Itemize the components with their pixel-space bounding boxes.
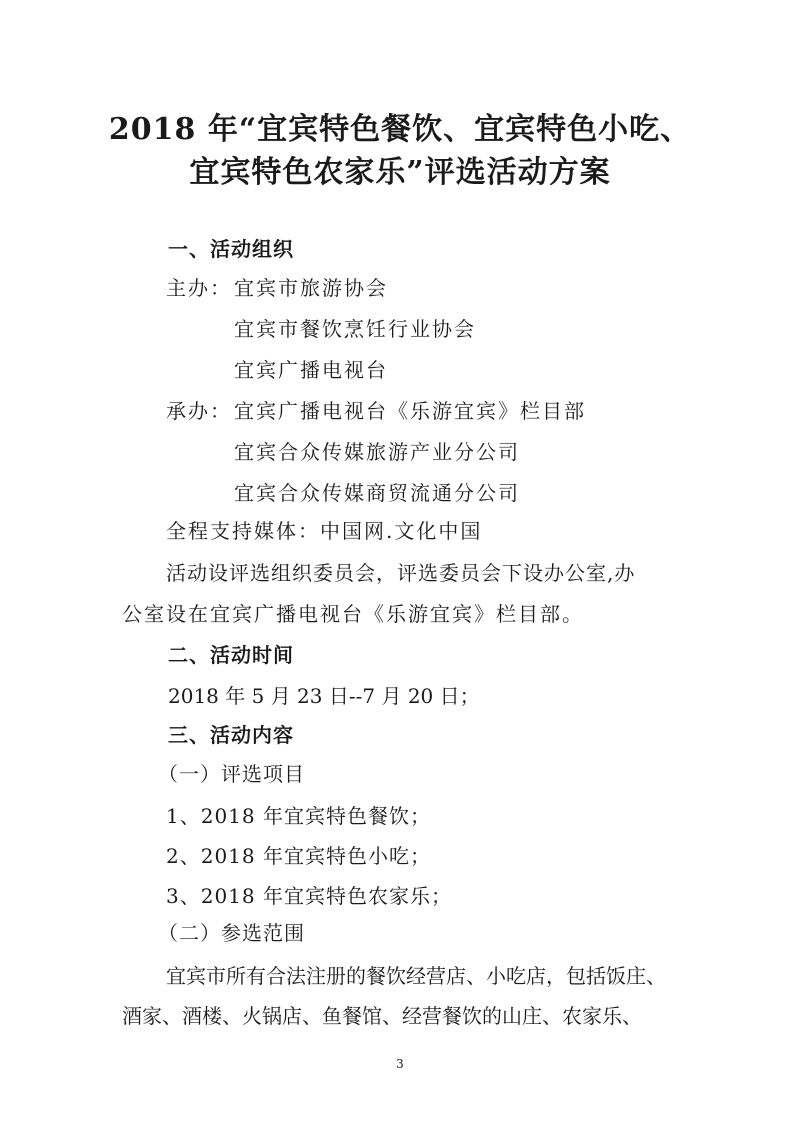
host-item: 宜宾市餐饮烹饪行业协会 <box>234 317 476 341</box>
organizer-label: 承办： <box>166 399 232 423</box>
scope-text-line-1: 宜宾市所有合法注册的餐饮经营店、小吃店，包括饭庄、 <box>166 964 666 988</box>
time-range-text: 2018 年 5 月 23 日--7 月 20 日； <box>168 684 480 708</box>
host-label: 主办： <box>166 276 232 300</box>
section-heading-organization: 一、活动组织 <box>168 237 294 261</box>
item-line: 2、2018 年宜宾特色小吃； <box>166 844 431 868</box>
section-heading-time: 二、活动时间 <box>168 643 294 667</box>
organizer-item: 宜宾合众传媒旅游产业分公司 <box>234 440 520 464</box>
subsection-heading-items: （一）评选项目 <box>158 762 305 786</box>
committee-text-line-1: 活动设评选组织委员会，评选委员会下设办公室,办 <box>166 561 636 585</box>
host-item: 宜宾广播电视台 <box>234 358 388 382</box>
organizer-item: 宜宾合众传媒商贸流通分公司 <box>234 481 520 505</box>
media-support-text: 全程支持媒体：中国网.文化中国 <box>166 519 483 543</box>
item-line: 3、2018 年宜宾特色农家乐； <box>166 884 452 908</box>
section-heading-content: 三、活动内容 <box>168 723 294 747</box>
scope-text-line-2: 酒家、酒楼、火锅店、鱼餐馆、经营餐饮的山庄、农家乐、 <box>122 1004 642 1028</box>
committee-text-line-2: 公室设在宜宾广播电视台《乐游宜宾》栏目部。 <box>122 602 584 626</box>
page-number: 3 <box>396 1057 404 1071</box>
document-title-line-2: 宜宾特色农家乐”评选活动方案 <box>189 155 611 190</box>
item-line: 1、2018 年宜宾特色餐饮； <box>166 804 431 828</box>
document-title-line-1: 2018 年“宜宾特色餐饮、宜宾特色小吃、 <box>108 112 692 147</box>
subsection-heading-scope: （二）参选范围 <box>158 921 305 945</box>
organizer-item: 宜宾广播电视台《乐游宜宾》栏目部 <box>234 399 586 423</box>
host-item: 宜宾市旅游协会 <box>234 276 388 300</box>
